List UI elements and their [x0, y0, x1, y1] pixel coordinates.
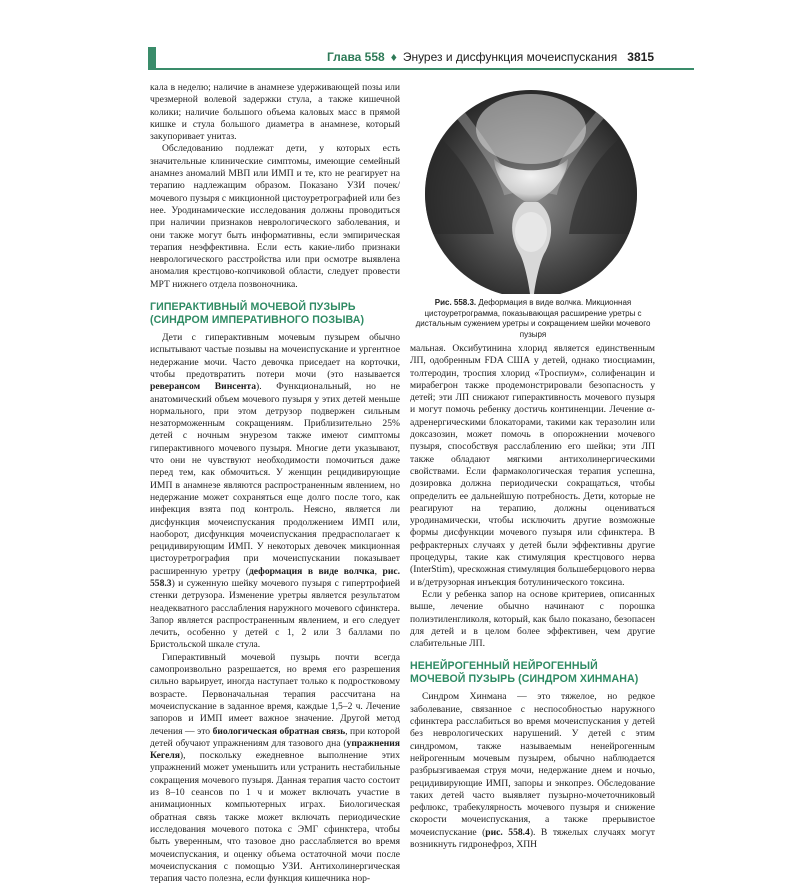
- paragraph: Обследованию подлежат дети, у которых есть значительные клинические симптомы, имеющие семейный анамнез аномалий МВП или ИМП и те, кто не реагирует на терапию надлежащим образом. Показано УЗИ почек/мочевого пузыря с микционной цистоуретрографией или без нее. Уродинамические исследования должны проводиться при наличии признаков неврологического заболевания, и они также могут быть информативны, если эмпирическая терапия неэффективна. Если есть какие-либо признаки неврологического расстройства или при осмотре выявлена аномалия крестцово-копчиковой области, следует провести МРТ нижнего отдела позвоночника.: [150, 143, 400, 290]
- section-heading: НЕНЕЙРОГЕННЫЙ НЕЙРОГЕННЫЙ МОЧЕВОЙ ПУЗЫРЬ (СИНДРОМ ХИНМАНА): [410, 660, 639, 685]
- figure-label: Рис. 558.3.: [434, 298, 477, 307]
- figure-reference: рис. 558.4: [485, 826, 530, 838]
- right-column: [410, 343, 655, 851]
- term-bold: деформация в виде волчка: [248, 565, 375, 577]
- left-column: [150, 82, 400, 885]
- term-bold: реверансом Винсента: [150, 381, 257, 393]
- paragraph: Синдром Хинмана — это тяжелое, но редкое заболевание, связанное с неспособностью наружного сфинктера расслабиться во время мочеиспускания у детей без неврологических нарушений. У детей с этим синдромом, также называемым ненейрогенным нейрогенным мочевым пузырем, обычно наблюдается разбрызгиваемая струя мочи, недержание днем и ночью, рецидивирующие ИМП, запоры и энкопрез. Обследование таких детей часто выявляет пузырно-мочеточниковый рефлюкс, трабекулярность мочевого пузыря и снижение скорости мочеиспускания, а также прерывистое мочеиспускание (рис. 558.4). В тяжелых случаях могут возникнуть гидронефроз, ХПН: [410, 691, 655, 850]
- xray-figure: [424, 84, 638, 294]
- figure-reference: рис. 558.3: [150, 565, 401, 589]
- header-accent: [148, 47, 156, 68]
- paragraph: Дети с гиперактивным мочевым пузырем обычно испытывают частые позывы на мочеиспускание и ургентное недержание мочи. Часто девочка приседает на корточки, чтобы предотвратить потери мочи (это называется реверансом Винсента). Функциональный, но не анатомический объем мочевого пузыря у этих детей меньше нормального, при этом детрузор подвержен сильным незаторможенным сокращениям. Приблизительно 25% детей с ночным энурезом также имеют симптомы гиперактивного мочевого пузыря. Многие дети указывают, что они не чувствуют необходимости помочиться даже перед тем, как обмочиться. У женщин рецидивирующие ИМП в анамнезе являются распространенным явлением, но недержание может сохраняться еще долго после того, как инфекция взята под контроль. Неясно, является ли дисфункция мочеиспускания продолжением ИМП или, наоборот, дисфункция мочеиспускания предрасполагает к рецидивирующим ИМП. У некоторых девочек микционная цистоуретрография при мочеиспускании показывает расширенную уретру (деформация в виде волчка, рис. 558.3) и суженную шейку мочевого пузыря с гипертрофией стенки детрузора. Изменение уретры является результатом неадекватного расслабления наружного мочевого сфинктера. Запор является распространенным явлением, и его следует лечить, особенно у детей с 1, 2 или 3 баллами по Бристольской шкале стула.: [150, 332, 401, 651]
- paragraph: мальная. Оксибутинина хлорид является единственным ЛП, одобренным FDA США у детей, однако тиосциамин, толтеродин, троспия хлорид «Троспиум», солифенацин и мирабегрон также продемонстрировали безопасность у детей; эти ЛП снижают гиперактивность мочевого пузыря и могут помочь ребенку достичь континенции. Лечение α-адренергическими блокаторами, такими как теразолин или доксазозин, может помочь в опорожнении мочевого пузыря, способствуя расслаблению его шейки; эти ЛП также обладают мягкими антихолинергическими свойствами. Если фармакологическая терапия успешна, дозировка должна периодически сокращаться, чтобы определить ее дальнейшую потребность. Дети, которые не реагируют на терапию, должны оцениваться уродинамически, чтобы исключить другие возможные формы дисфункции мочевого пузыря или сфинктера. В рефрактерных случаях у детей были эффективны другие процедуры, такие как стимуляция крестцового нерва (InterStim), чрескожная стимуляция большеберцового нерва и в/детрузорная инъекция ботулинического токсина.: [410, 343, 655, 588]
- term-bold: упражнения Кегеля: [150, 737, 400, 762]
- header-text: [327, 50, 654, 64]
- figure-caption-text: Деформация в виде волчка. Микционная цистоуретрограмма, показывающая расширение уретры с дистальным сужением уретры и сокращением шейки мочевого пузыря: [415, 298, 651, 339]
- chapter-title: Энурез и дисфункция мочеиспускания: [402, 50, 618, 64]
- paragraph: кала в неделю; наличие в анамнезе удерживающей позы или чрезмерной волевой задержки стула, а также кишечной колики; наличие большого объема каловых масс в прямой кишке и стула большого диаметра в анамнезе, который закупоривает унитаз.: [150, 82, 400, 143]
- running-header: [148, 47, 694, 69]
- paragraph: Если у ребенка запор на основе критериев, описанных выше, лечение обычно начинают с порошка полиэтиленгликоля, который, как было показано, безопасен для детей и в целом более эффективен, чем другие слабительные ЛП.: [410, 588, 655, 650]
- figure-caption: [408, 298, 658, 340]
- header-rule: [148, 68, 694, 70]
- chapter-number: Глава 558: [326, 50, 385, 64]
- voiding-cystourethrogram-image: [424, 84, 638, 294]
- section-heading: ГИПЕРАКТИВНЫЙ МОЧЕВОЙ ПУЗЫРЬ (СИНДРОМ ИМПЕРАТИВНОГО ПОЗЫВА): [150, 301, 365, 326]
- diamond-icon: ♦: [390, 50, 397, 64]
- paragraph: Гиперактивный мочевой пузырь почти всегда самопроизвольно разрешается, но время его разрешения сильно варьирует, иногда наступает только к подростковому возрасте. Первоначальная терапия рассчитана на мочеиспускание в заданное время, каждые 1,5–2 ч. Лечение запоров и ИМП имеет важное значение. Другой метод лечения — это биологическая обратная связь, при которой детей обучают упражнениям для тазового дна (упражнения Кегеля), поскольку ежедневное выполнение этих упражнений может уменьшить или устранить нестабильные сокращения мочевого пузыря. Данная терапия часто состоит из 8–10 сеансов по 1 ч и может включать участие в анимационных компьютерных играх. Биологическая обратная связь также может включать периодические исследования мочевого потока с ЭМГ сфинктера, чтобы быть уверенным, что тазовое дно расслабляется во время мочеиспускания, и оценку объема остаточной мочи после мочеиспускания с помощью УЗИ. Антихолинергическая терапия часто полезна, если функция кишечника нор-: [150, 651, 400, 885]
- page-number: 3815: [627, 50, 654, 64]
- term-bold: биологическая обратная связь: [212, 725, 346, 737]
